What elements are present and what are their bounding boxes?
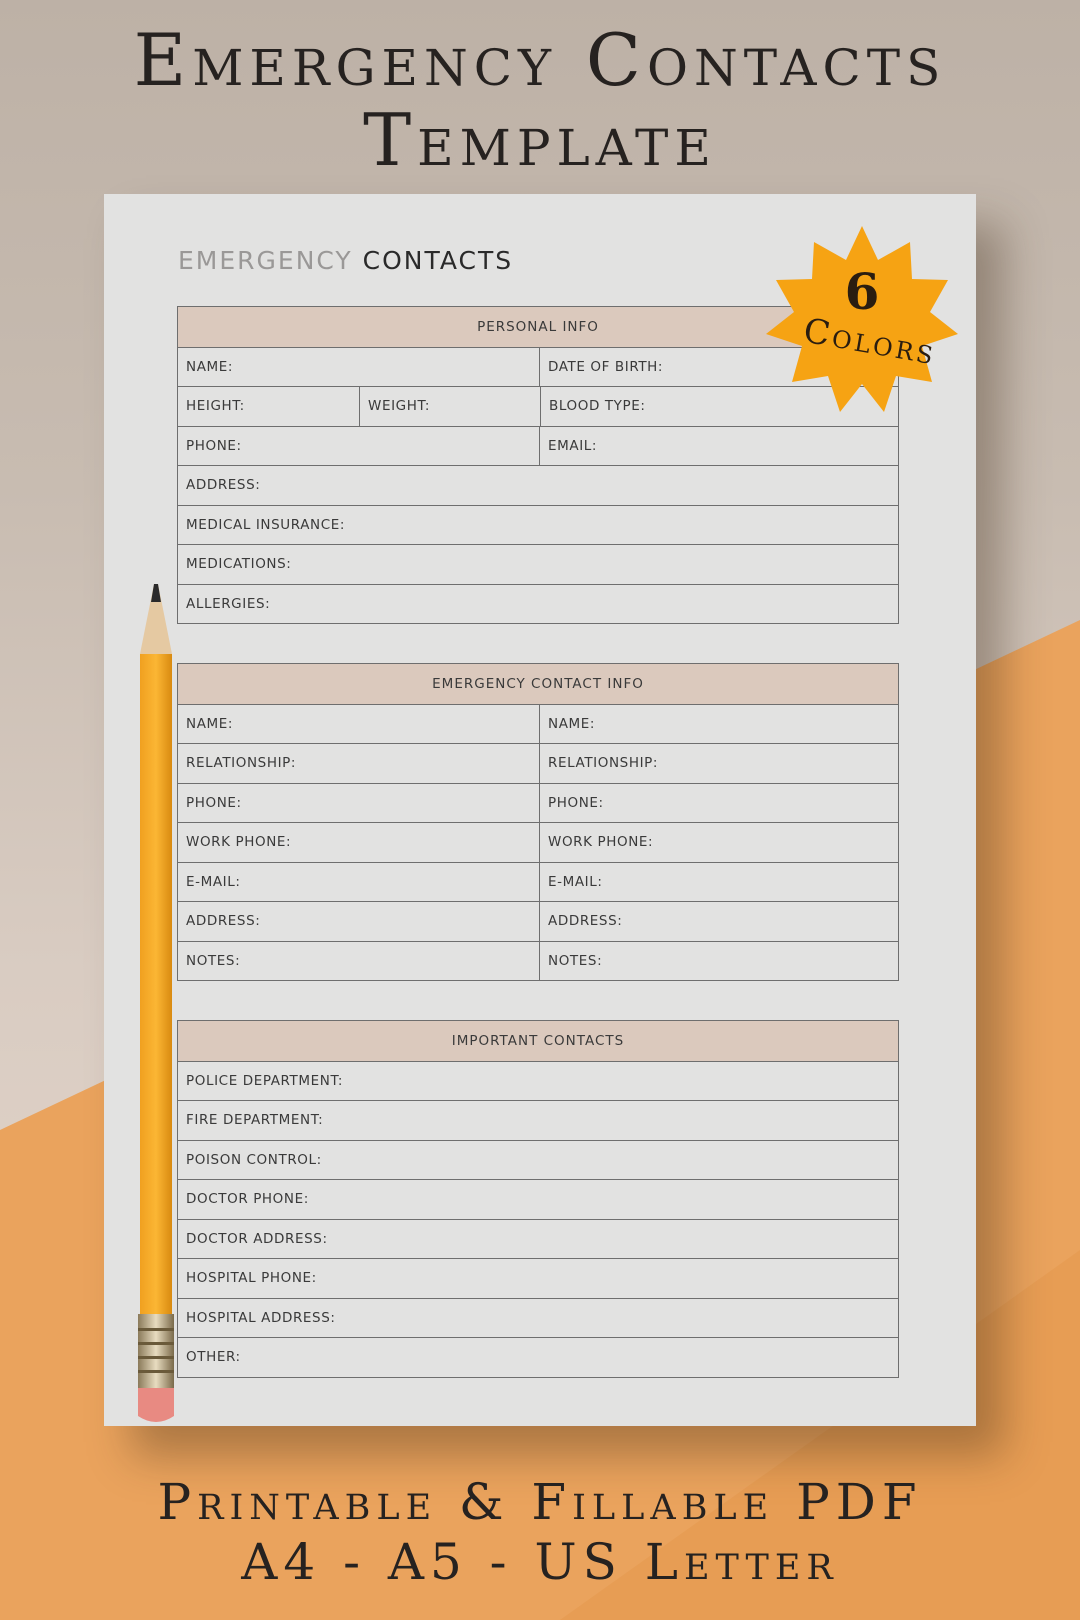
other-field[interactable]: OTHER:: [186, 1349, 241, 1366]
address-field[interactable]: ADDRESS:: [186, 477, 261, 494]
table-row: [178, 1298, 898, 1338]
document-title-dark: CONTACTS: [362, 246, 514, 275]
hospital-phone-field[interactable]: HOSPITAL PHONE:: [186, 1270, 317, 1287]
height-field[interactable]: HEIGHT:: [186, 398, 245, 415]
hospital-address-field[interactable]: HOSPITAL ADDRESS:: [186, 1309, 336, 1326]
table-row: [178, 704, 898, 744]
table-row: [178, 1100, 898, 1140]
pencil-icon: [128, 580, 188, 1440]
poison-control-field[interactable]: POISON CONTROL:: [186, 1151, 322, 1168]
contact-1-email-field[interactable]: E-MAIL:: [186, 873, 241, 890]
emergency-contact-table: [177, 663, 899, 981]
table-row: [178, 743, 898, 783]
table-row: [178, 1337, 898, 1377]
table-row: [178, 465, 898, 505]
table-row: [178, 1061, 898, 1101]
date-of-birth-field[interactable]: DATE OF BIRTH:: [539, 348, 898, 387]
contact-1-work-phone-field[interactable]: WORK PHONE:: [186, 834, 292, 851]
doctor-phone-field[interactable]: DOCTOR PHONE:: [186, 1191, 309, 1208]
medications-field[interactable]: MEDICATIONS:: [186, 556, 292, 573]
table-row: [178, 426, 898, 466]
important-contacts-table: [177, 1020, 899, 1378]
contact-2-address-field[interactable]: ADDRESS:: [539, 902, 898, 941]
contact-1-notes-field[interactable]: NOTES:: [186, 952, 241, 969]
fire-department-field[interactable]: FIRE DEPARTMENT:: [186, 1112, 324, 1129]
table-row: [178, 1258, 898, 1298]
contact-1-address-field[interactable]: ADDRESS:: [186, 913, 261, 930]
important-contacts-header: IMPORTANT CONTACTS: [178, 1021, 898, 1061]
contact-2-relationship-field[interactable]: RELATIONSHIP:: [539, 744, 898, 783]
name-field[interactable]: NAME:: [186, 358, 234, 375]
contact-2-work-phone-field[interactable]: WORK PHONE:: [539, 823, 898, 862]
contact-2-name-field[interactable]: NAME:: [539, 705, 898, 744]
table-row: [178, 941, 898, 981]
table-row: [178, 1179, 898, 1219]
badge-word: Colors: [800, 310, 940, 374]
medical-insurance-field[interactable]: MEDICAL INSURANCE:: [186, 516, 346, 533]
table-row: [178, 783, 898, 823]
headline-line-2: Template: [363, 98, 717, 182]
table-row: [178, 584, 898, 624]
contact-2-email-field[interactable]: E-MAIL:: [539, 863, 898, 902]
weight-field[interactable]: WEIGHT:: [359, 387, 540, 426]
headline-line-1: Emergency Contacts: [133, 18, 947, 102]
emergency-contact-header: EMERGENCY CONTACT INFO: [178, 664, 898, 704]
allergies-field[interactable]: ALLERGIES:: [186, 595, 271, 612]
contact-2-notes-field[interactable]: NOTES:: [539, 942, 898, 981]
phone-field[interactable]: PHONE:: [186, 437, 242, 454]
table-row: [178, 1219, 898, 1259]
badge-number: 6: [844, 262, 880, 321]
doctor-address-field[interactable]: DOCTOR ADDRESS:: [186, 1230, 328, 1247]
email-field[interactable]: EMAIL:: [539, 427, 898, 466]
police-department-field[interactable]: POLICE DEPARTMENT:: [186, 1072, 343, 1089]
table-row: [178, 901, 898, 941]
table-row: [178, 505, 898, 545]
contact-1-name-field[interactable]: NAME:: [186, 715, 234, 732]
colors-badge: [764, 222, 960, 418]
document-title: [178, 246, 513, 275]
footer-line-1: Printable & Fillable PDF: [157, 1473, 923, 1531]
footer-line-2: A4 - A5 - US Letter: [241, 1533, 839, 1591]
table-row: [178, 862, 898, 902]
contact-1-relationship-field[interactable]: RELATIONSHIP:: [186, 755, 297, 772]
personal-info-header: PERSONAL INFO: [178, 307, 898, 347]
contact-1-phone-field[interactable]: PHONE:: [186, 794, 242, 811]
contact-2-phone-field[interactable]: PHONE:: [539, 784, 898, 823]
blood-type-field[interactable]: BLOOD TYPE:: [540, 387, 898, 426]
table-row: [178, 1140, 898, 1180]
table-row: [178, 822, 898, 862]
document-title-light: EMERGENCY: [178, 246, 353, 275]
table-row: [178, 544, 898, 584]
